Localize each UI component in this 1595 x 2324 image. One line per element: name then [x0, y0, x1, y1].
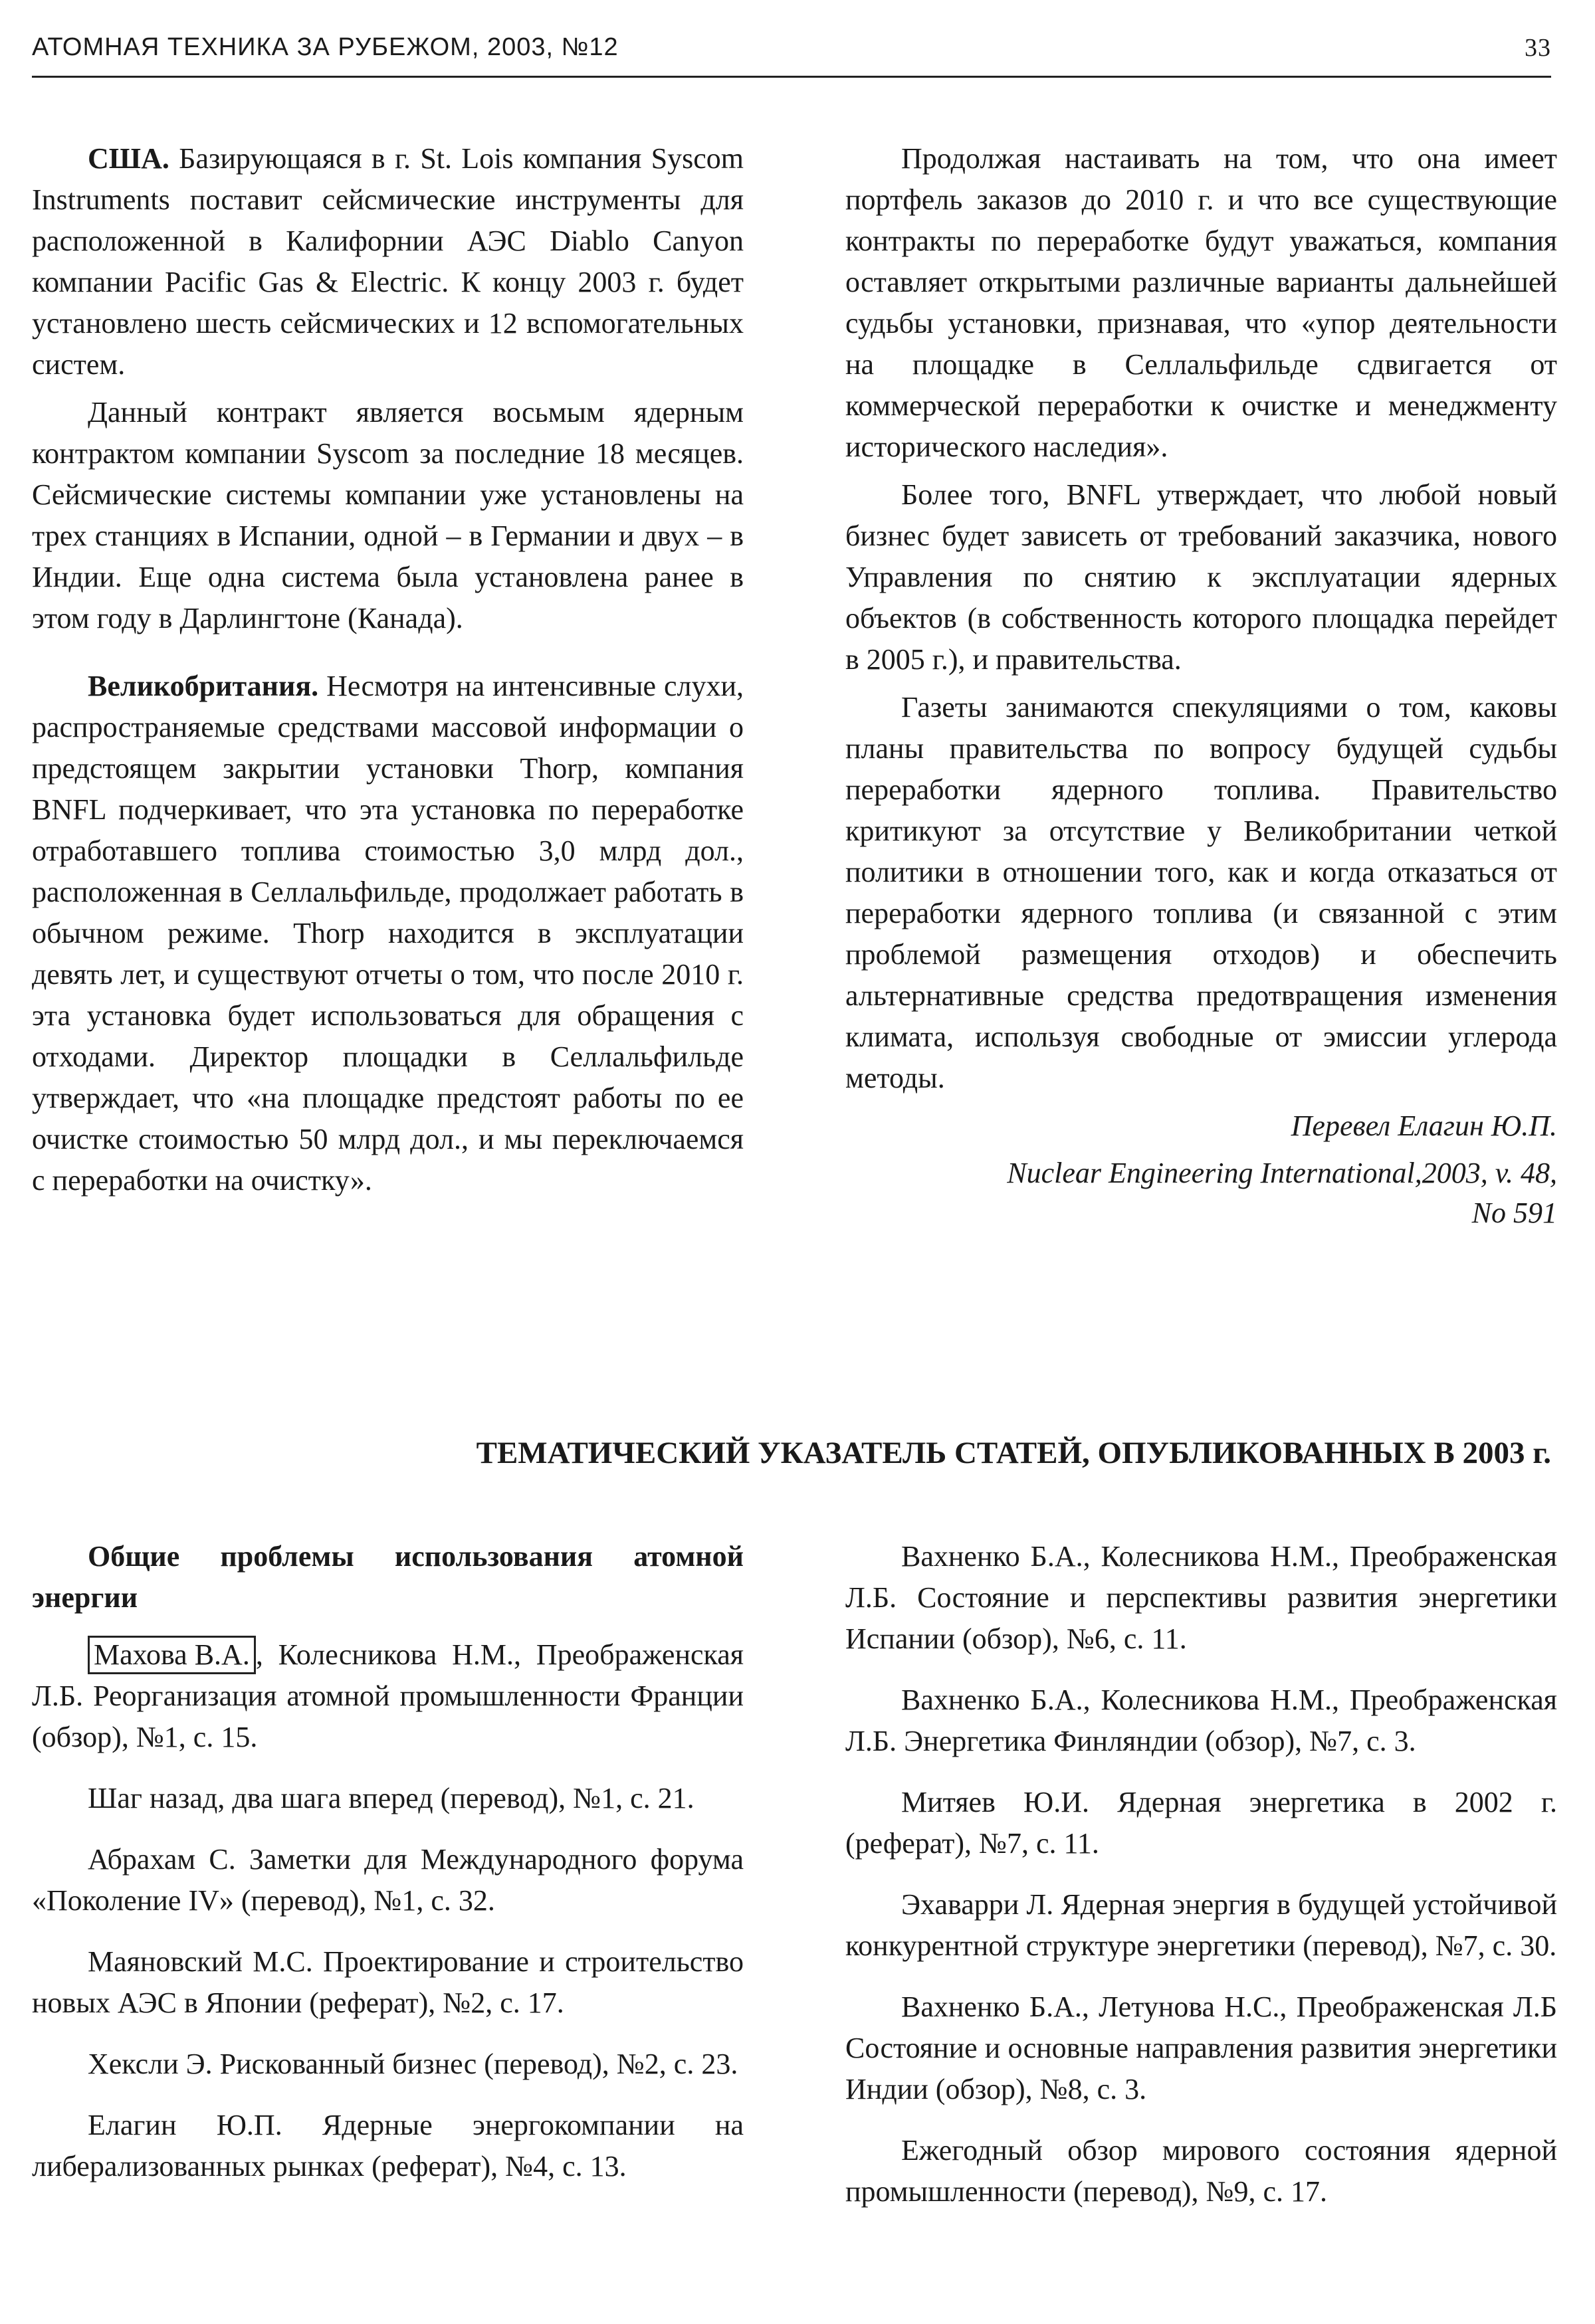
uk-paragraph [32, 666, 744, 1201]
index-column-left [32, 1536, 744, 2207]
uk-text: Несмотря на интенсивные слухи, распространяемые средствами массовой информации о предстоящем закрытии установки Thorp, компания BNFL подчеркивает, что эта установка по переработке отработавшего топлива стоимостью 3,0 млрд дол., расположенная в Селлальфильде, продолжает работать в обычном режиме. Thorp находится в эксплуатации девять лет, и существуют отчеты о том, что после 2010 г. эта установка будет использоваться для обращения с отходами. Директор площадки в Селлальфильде утверждает, что «на площадке предстоят работы по ее очистке стоимостью 50 млрд дол., и мы переключаемся с переработки на очистку». [32, 670, 744, 1197]
index-entry [32, 1634, 744, 1758]
uk-paragraph-3: Более того, BNFL утверждает, что любой новый бизнес будет зависеть от требований заказчика, нового Управления по снятию к эксплуатации ядерных объектов (в собственность которого площадка перейдет в 2005 г.), и правительства. [845, 478, 1557, 676]
index-subheading: Общие проблемы использования атомной энергии [32, 1540, 744, 1614]
index-title: ТЕМАТИЧЕСКИЙ УКАЗАТЕЛЬ СТАТЕЙ, ОПУБЛИКОВАННЫХ В 2003 г. [476, 1436, 1551, 1470]
journal-title: АТОМНАЯ ТЕХНИКА ЗА РУБЕЖОМ, 2003, №12 [32, 33, 619, 61]
usa-text: Базирующаяся в г. St. Lois компания Syscom Instruments поставит сейсмические инструменты для расположенной в Калифорнии АЭС Diablo Canyon компании Pacific Gas & Electric. К концу 2003 г. будет установлено шесть сейсмических и 12 вспомогательных систем. [32, 142, 744, 381]
country-heading-uk: Великобритания. [88, 670, 319, 702]
source-line-2: No 591 [1471, 1197, 1557, 1229]
boxed-author: Махова В.А. [88, 1636, 256, 1674]
usa-paragraph [32, 138, 744, 385]
index-entry: Абрахам С. Заметки для Международного форума «Поколение IV» (перевод), №1, с. 32. [32, 1843, 744, 1917]
uk-paragraph-2: Продолжая настаивать на том, что она имеет портфель заказов до 2010 г. и что все существующие контракты по переработке будут уважаться, компания оставляет открытыми различные варианты дальнейшей судьбы установки, признавая, что «упор деятельности на площадке в Селлальфильде сдвигается от коммерческой переработки к очистке и менеджменту исторического наследия». [845, 142, 1557, 463]
translator-credit: Перевел Елагин Ю.П. [1291, 1110, 1557, 1142]
index-entry: Эхаварри Л. Ядерная энергия в будущей устойчивой конкурентной структуре энергетики (перевод), №7, с. 30. [845, 1888, 1557, 1962]
index-entry: Вахненко Б.А., Колесникова Н.М., Преображенская Л.Б. Состояние и перспективы развития энергетики Испании (обзор), №6, с. 11. [845, 1540, 1557, 1655]
index-entry: Митяев Ю.И. Ядерная энергетика в 2002 г. (реферат), №7, с. 11. [845, 1786, 1557, 1860]
page-header [32, 29, 1551, 78]
usa-paragraph-2: Данный контракт является восьмым ядерным контрактом компании Syscom за последние 18 месяцев. Сейсмические системы компании уже установлены на трех станциях в Испании, одной – в Германии и двух – в Индии. Еще одна система была установлена ранее в этом году в Дарлингтоне (Канада). [32, 396, 744, 634]
page-number: 33 [1525, 34, 1551, 62]
index-entry-text: , Колесникова Н.М., Преображенская Л.Б. Реорганизация атомной промышленности Франции (обзор), №1, с. 15. [32, 1638, 744, 1753]
source-line-1: Nuclear Engineering International,2003, v. 48, [1007, 1157, 1557, 1189]
index-entry: Елагин Ю.П. Ядерные энергокомпании на либерализованных рынках (реферат), №4, с. 13. [32, 2109, 744, 2182]
source-citation [845, 1153, 1557, 1233]
index-column-right [845, 1536, 1557, 2232]
article-column-left [32, 138, 744, 1208]
index-entry: Вахненко Б.А., Летунова Н.С., Преображенская Л.Б Состояние и основные направления развития энергетики Индии (обзор), №8, с. 3. [845, 1990, 1557, 2105]
index-entry: Маяновский М.С. Проектирование и строительство новых АЭС в Японии (реферат), №2, с. 17. [32, 1945, 744, 2019]
article-column-right [845, 138, 1557, 1240]
index-entry: Ежегодный обзор мирового состояния ядерной промышленности (перевод), №9, с. 17. [845, 2134, 1557, 2208]
index-entry: Шаг назад, два шага вперед (перевод), №1, с. 21. [88, 1782, 694, 1814]
index-entry: Вахненко Б.А., Колесникова Н.М., Преображенская Л.Б. Энергетика Финляндии (обзор), №7, с. 3. [845, 1684, 1557, 1757]
uk-paragraph-4: Газеты занимаются спекуляциями о том, каковы планы правительства по вопросу будущей судьбы переработки ядерного топлива. Правительство критикуют за отсутствие у Великобритании четкой политики в отношении того, как и когда отказаться от переработки ядерного топлива (и связанной с этим проблемой размещения отходов) и обеспечить альтернативные средства предотвращения изменения климата, используя свободные от эмиссии углерода методы. [845, 691, 1557, 1094]
index-entry: Хексли Э. Рискованный бизнес (перевод), №2, с. 23. [88, 2048, 738, 2080]
country-heading-usa: США. [88, 142, 169, 175]
